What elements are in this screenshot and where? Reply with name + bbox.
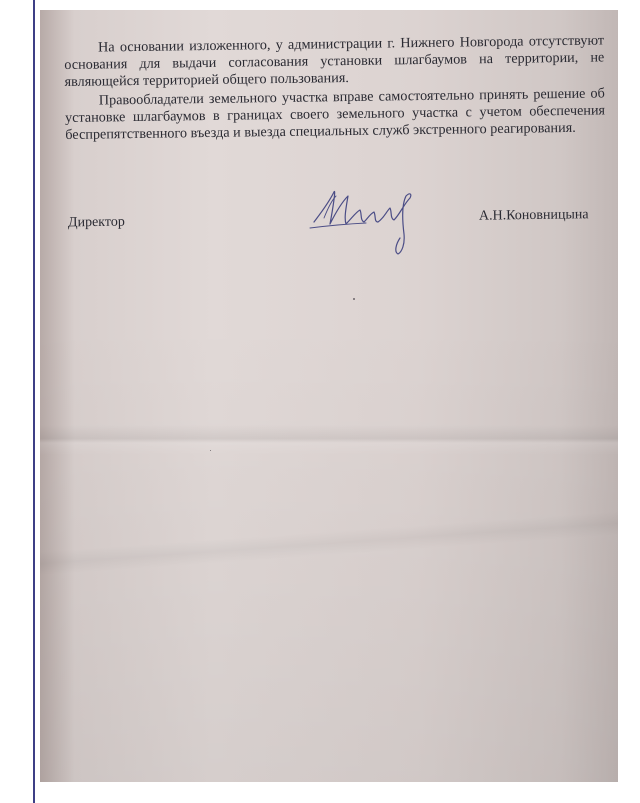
- paper-fold-crease: [40, 425, 618, 455]
- paragraph-1: На основании изложенного, у администрации г. Нижнего Новгорода отсутствуют основания для выдачи согласования установки шлагбаумов на территории, не являющейся территорией общего пользования.: [64, 32, 605, 90]
- left-margin-rule: [33, 0, 35, 803]
- document-photo: [40, 10, 618, 782]
- signatory-title: Директор: [67, 214, 125, 231]
- paper-speck: [210, 450, 211, 451]
- signatory-name: А.Н.Коновницына: [478, 207, 589, 224]
- paper-speck: [353, 298, 355, 300]
- letter-body: [64, 32, 605, 144]
- paragraph-2: Правообладатели земельного участка вправе самостоятельно принять решение об установке шлагбаумов в границах своего земельного участка с учетом обеспечения беспрепятственного въезда и выезда специальных служб экстренного реагирования.: [64, 85, 606, 143]
- paper-fold-crease-diagonal: [40, 506, 618, 579]
- handwritten-signature: [306, 178, 426, 260]
